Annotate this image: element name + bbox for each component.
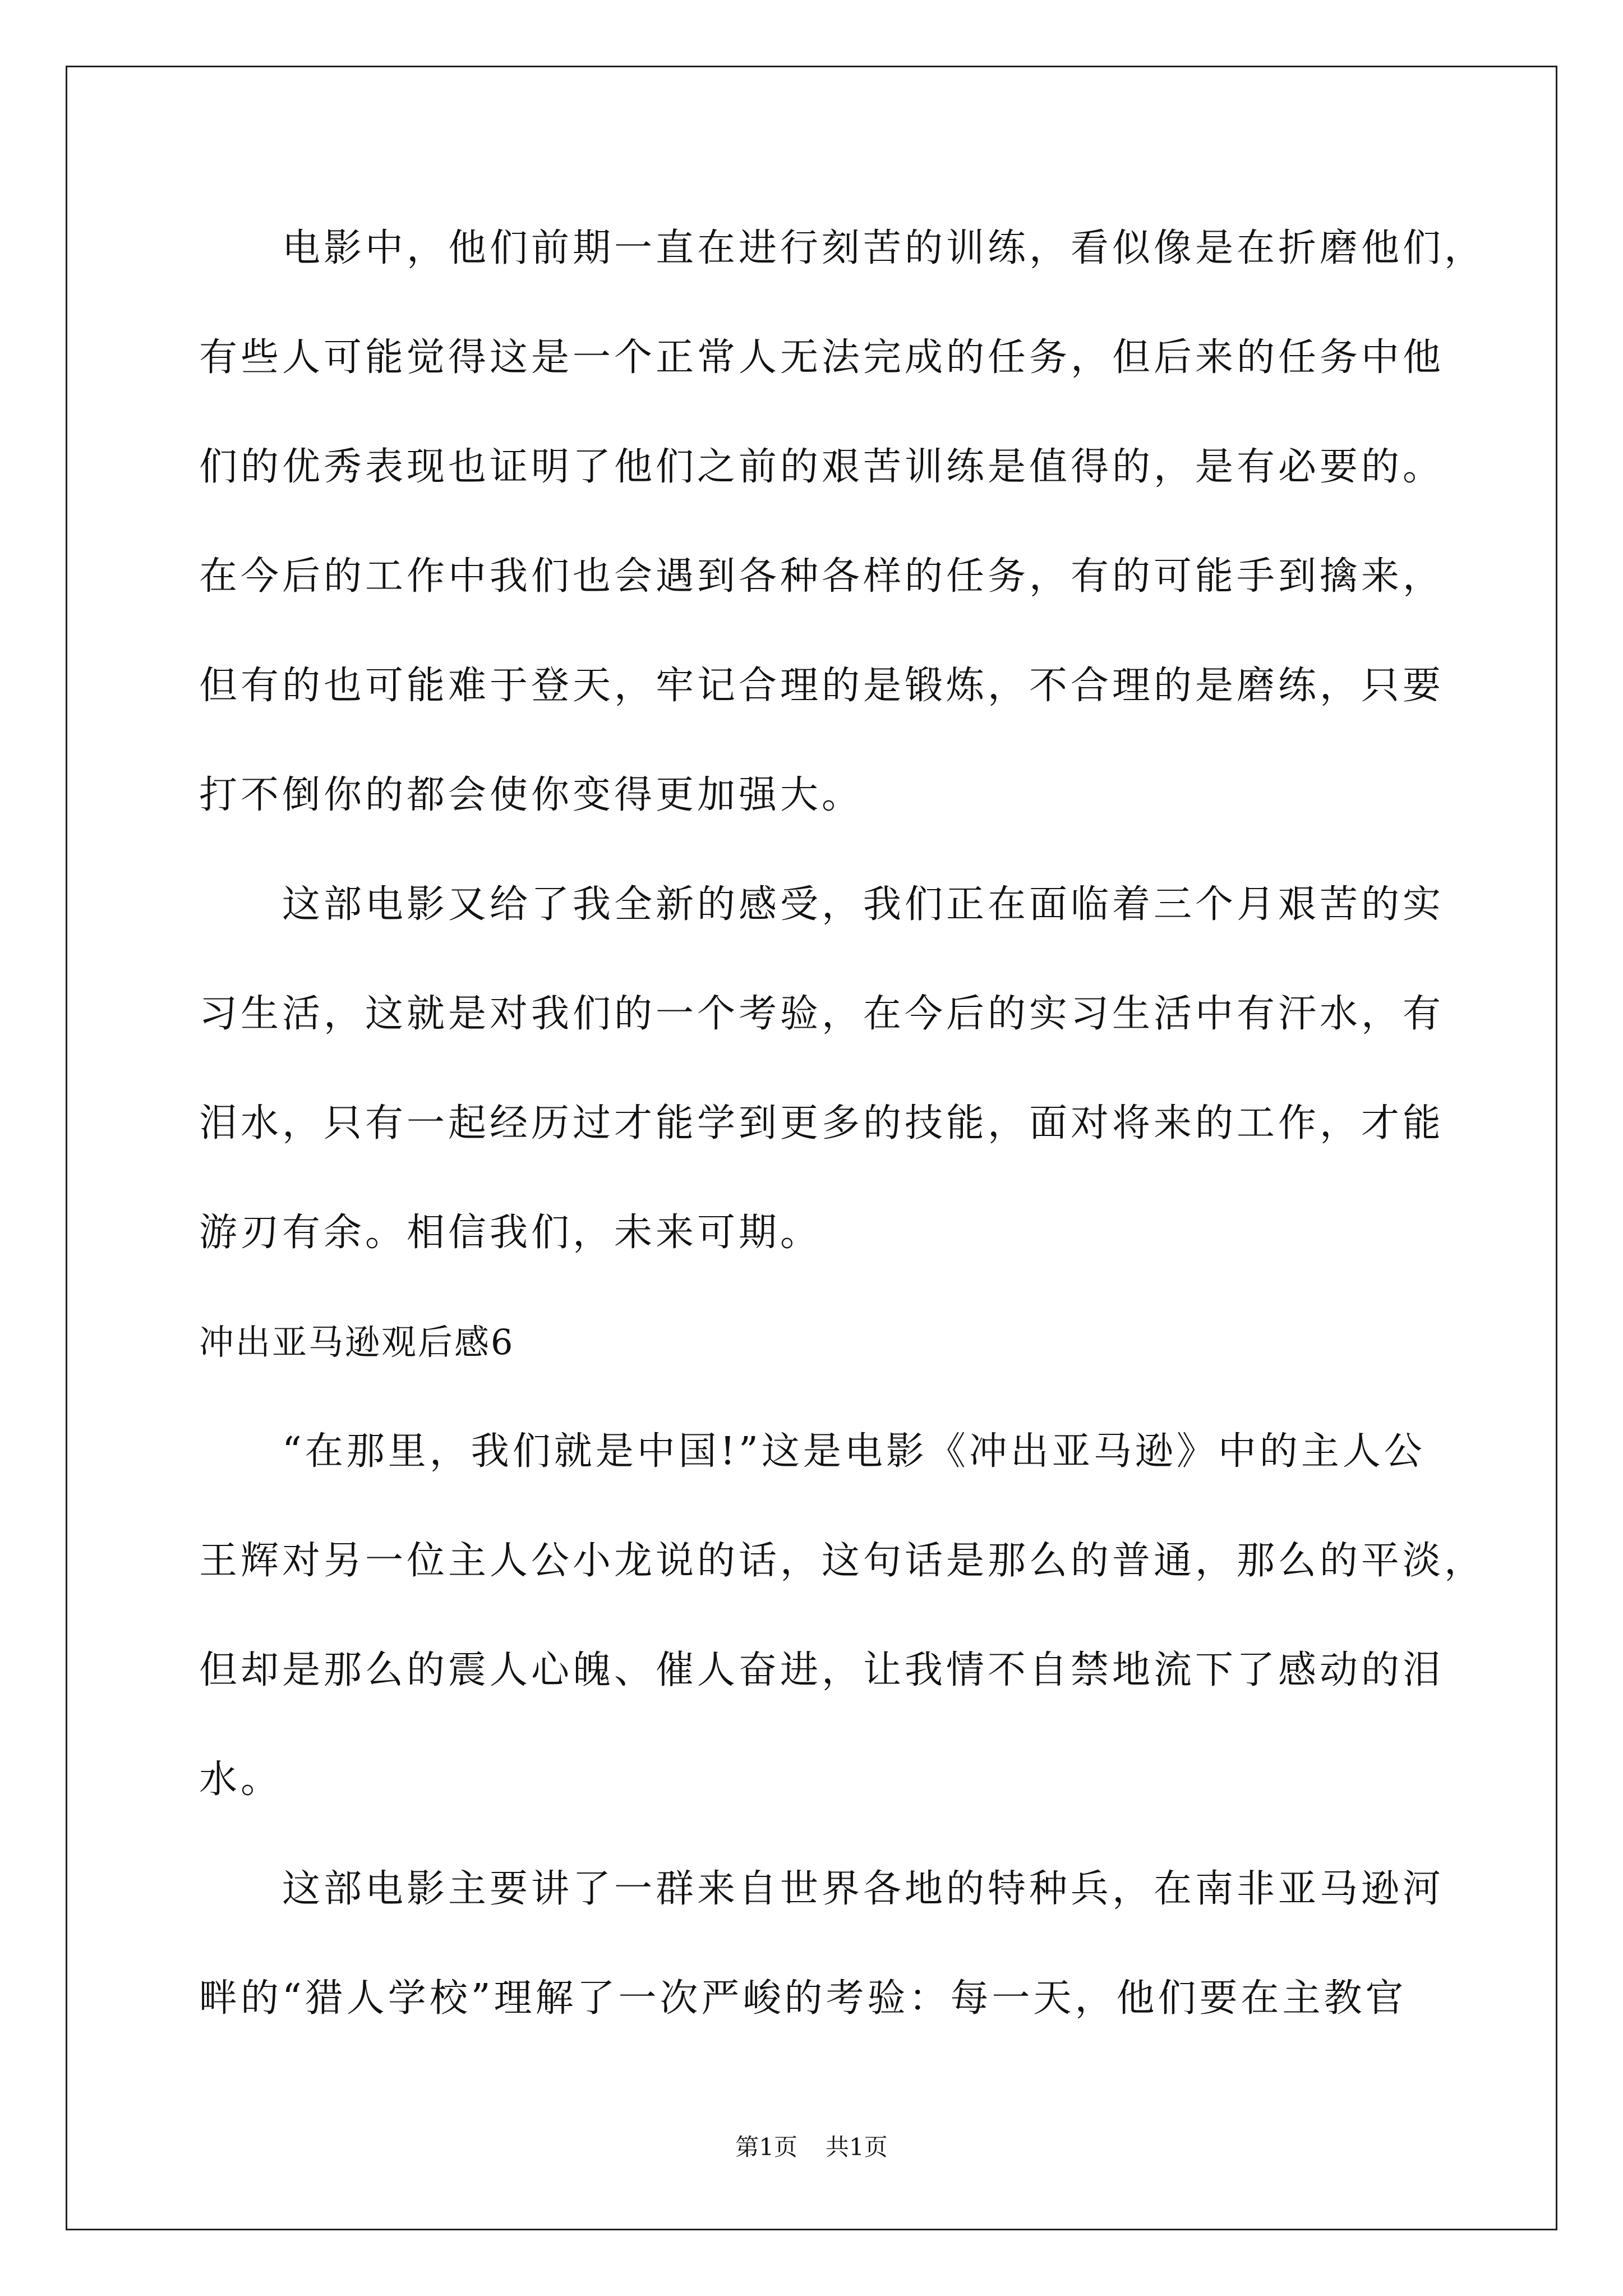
text-line: 水。 bbox=[199, 1757, 283, 1802]
section-heading: 冲出亚马逊观后感6 bbox=[199, 1322, 515, 1363]
text-line: 这部电影主要讲了一群来自世界各地的特种兵，在南非亚马逊河 bbox=[282, 1867, 1445, 1911]
text-line: 泪水，只有一起经历过才能学到更多的技能，面对将来的工作，才能 bbox=[199, 1101, 1445, 1145]
text-line: 这部电影又给了我全新的感受，我们正在面临着三个月艰苦的实 bbox=[282, 882, 1445, 927]
page-footer bbox=[0, 2129, 1623, 2162]
text-line: 在今后的工作中我们也会遇到各种各样的任务，有的可能手到擒来， bbox=[199, 554, 1445, 599]
text-line: “在那里，我们就是中国!”这是电影《冲出亚马逊》中的主人公 bbox=[282, 1429, 1426, 1474]
text-line: 但却是那么的震人心魄、催人奋进，让我情不自禁地流下了感动的泪 bbox=[199, 1648, 1445, 1692]
document-body bbox=[199, 205, 1486, 2064]
text-line: 打不倒你的都会使你变得更加强大。 bbox=[199, 773, 864, 817]
text-line: 但有的也可能难于登天，牢记合理的是锻炼，不合理的是磨练，只要 bbox=[199, 664, 1445, 708]
text-line: 电影中，他们前期一直在进行刻苦的训练，看似像是在折磨他们， bbox=[282, 226, 1486, 270]
text-line: 有些人可能觉得这是一个正常人无法完成的任务，但后来的任务中他 bbox=[199, 335, 1445, 380]
text-line: 们的优秀表现也证明了他们之前的艰苦训练是值得的，是有必要的。 bbox=[199, 445, 1445, 489]
text-line: 畔的“猎人学校”理解了一次严峻的考验：每一天，他们要在主教官 bbox=[199, 1976, 1407, 2021]
page-number: 第1页 bbox=[735, 2133, 797, 2161]
text-line: 王辉对另一位主人公小龙说的话，这句话是那么的普通，那么的平淡， bbox=[199, 1539, 1486, 1583]
page-total: 共1页 bbox=[826, 2133, 888, 2161]
text-line: 游刃有余。相信我们，未来可期。 bbox=[199, 1211, 822, 1255]
text-line: 习生活，这就是对我们的一个考验，在今后的实习生活中有汗水，有 bbox=[199, 992, 1445, 1036]
